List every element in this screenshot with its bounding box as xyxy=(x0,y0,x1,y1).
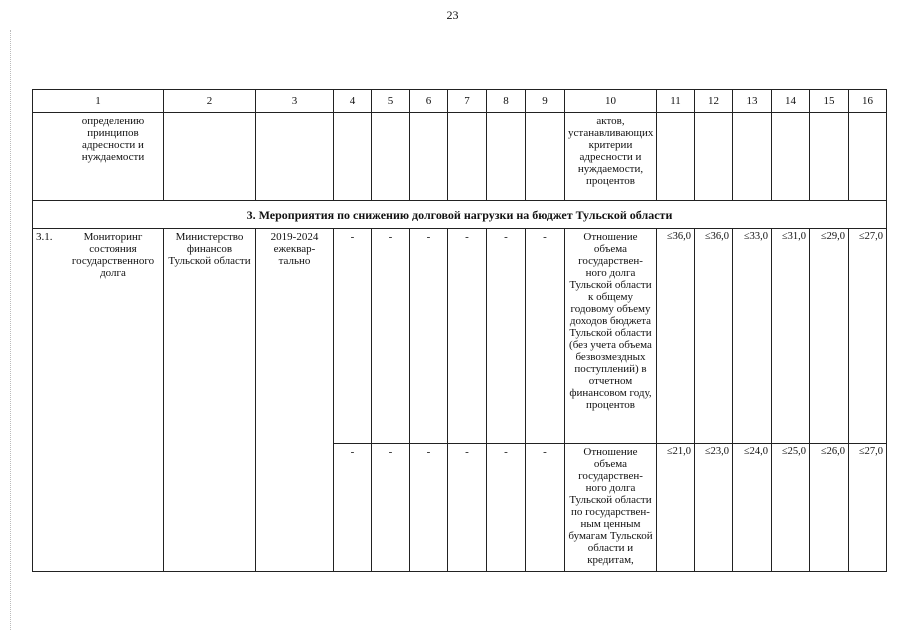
header-row xyxy=(33,90,887,113)
table-row-continuation xyxy=(33,113,887,201)
cell-value: ≤36,0 xyxy=(657,229,695,444)
cell-value: ≤25,0 xyxy=(772,444,810,572)
cell-value: ≤33,0 xyxy=(733,229,772,444)
cell-dash: - xyxy=(487,229,526,444)
cell-indicator-cont: актов, устанавливающих критерии адресности и нуждаемости, процентов xyxy=(565,113,657,201)
header-cell: 16 xyxy=(849,90,887,113)
cell-dash: - xyxy=(334,444,372,572)
cell-value: ≤26,0 xyxy=(810,444,849,572)
cell-value: ≤31,0 xyxy=(772,229,810,444)
measure-number: 3.1. xyxy=(36,231,53,243)
header-cell: 6 xyxy=(410,90,448,113)
header-cell: 1 xyxy=(33,90,164,113)
cell-value: ≤21,0 xyxy=(657,444,695,572)
measures-table xyxy=(32,89,887,572)
header-cell: 11 xyxy=(657,90,695,113)
header-cell: 7 xyxy=(448,90,487,113)
header-cell: 9 xyxy=(526,90,565,113)
header-cell: 13 xyxy=(733,90,772,113)
cell-dash: - xyxy=(372,444,410,572)
cell-indicator: Отношение объема государствен-ного долга Тульской области к общему годовому объему доходов бюджета Тульской области (без учета объема безвозмездных поступлений) в отчетном финансовом году, процентов xyxy=(565,229,657,444)
cell-dash: - xyxy=(410,229,448,444)
cell-measure-name xyxy=(33,229,164,572)
header-cell: 8 xyxy=(487,90,526,113)
section-title: 3. Мероприятия по снижению долговой нагрузки на бюджет Тульской области xyxy=(33,201,887,229)
cell-name-cont: определению принципов адресности и нуждаемости xyxy=(33,113,164,201)
cell-indicator: Отношение объема государствен-ного долга Тульской области по государствен-ным ценным бумагам Тульской области и кредитам, xyxy=(565,444,657,572)
cell-executor: Министерство финансов Тульской области xyxy=(164,229,256,572)
cell-value: ≤29,0 xyxy=(810,229,849,444)
header-cell: 10 xyxy=(565,90,657,113)
cell-dash: - xyxy=(410,444,448,572)
header-cell: 4 xyxy=(334,90,372,113)
cell-dash: - xyxy=(372,229,410,444)
header-cell: 3 xyxy=(256,90,334,113)
cell-value: ≤27,0 xyxy=(849,444,887,572)
cell-value: ≤24,0 xyxy=(733,444,772,572)
table-row-3-1 xyxy=(33,229,887,444)
cell-dash: - xyxy=(448,444,487,572)
cell-value: ≤27,0 xyxy=(849,229,887,444)
cell-dash: - xyxy=(526,444,565,572)
cell-value: ≤36,0 xyxy=(695,229,733,444)
header-cell: 2 xyxy=(164,90,256,113)
page-number: 23 xyxy=(446,8,459,22)
header-cell: 14 xyxy=(772,90,810,113)
measure-name: Мониторинг состояния государственного долга xyxy=(71,231,155,279)
cell-dash: - xyxy=(334,229,372,444)
cell-dash: - xyxy=(448,229,487,444)
section-row xyxy=(33,201,887,229)
header-cell: 5 xyxy=(372,90,410,113)
header-cell: 12 xyxy=(695,90,733,113)
cell-dash: - xyxy=(526,229,565,444)
header-cell: 15 xyxy=(810,90,849,113)
cell-period: 2019-2024 ежеквар-тально xyxy=(256,229,334,572)
cell-dash: - xyxy=(487,444,526,572)
cell-value: ≤23,0 xyxy=(695,444,733,572)
scan-edge xyxy=(10,30,11,630)
